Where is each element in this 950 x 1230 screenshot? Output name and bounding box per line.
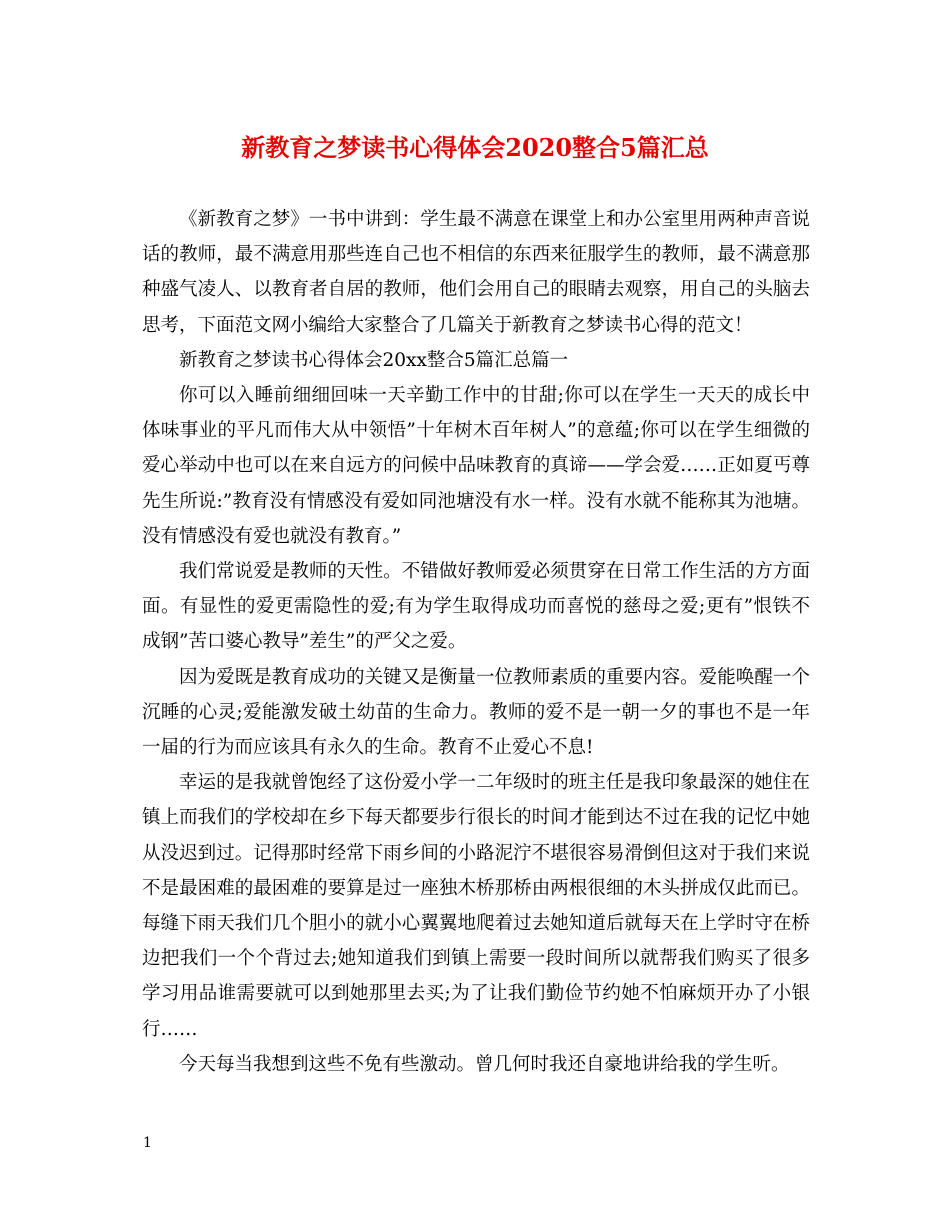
paragraph-intro: 《新教育之梦》一书中讲到：学生最不满意在课堂上和办公室里用两种声音说话的教师，最不满意用那些连自己也不相信的东西来征服学生的教师，最不满意那种盛气凌人、以教育者自居的教师，他们会用自己的眼睛去观察，用自己的头脑去思考，下面范文网小编给大家整合了几篇关于新教育之梦读书心得的范文！ (142, 209, 810, 336)
paragraph-2: 我们常说爱是教师的天性。不错做好教师爱必须贯穿在日常工作生活的方方面面。有显性的爱更需隐性的爱;有为学生取得成功而喜悦的慈母之爱;更有”恨铁不成钢”苦口婆心教导”差生”的严父之爱。 (142, 561, 810, 653)
paragraph-4: 幸运的是我就曾饱经了这份爱小学一二年级时的班主任是我印象最深的她住在镇上而我们的学校却在乡下每天都要步行很长的时间才能到达不过在我的记忆中她从没迟到过。记得那时经常下雨乡间的小路泥泞不堪很容易滑倒但这对于我们来说不是最困难的最困难的要算是过一座独木桥那桥由两根很细的木头拼成仅此而已。每缝下雨天我们几个胆小的就小心翼翼地爬着过去她知道后就每天在上学时守在桥边把我们一个个背过去;她知道我们到镇上需要一段时间所以就帮我们购买了很多学习用品谁需要就可以到她那里去买;为了让我们勤俭节约她不怕麻烦开办了小银行…… (142, 772, 810, 1040)
paragraph-3: 因为爱既是教育成功的关键又是衡量一位教师素质的重要内容。爱能唤醒一个沉睡的心灵;爱能激发破土幼苗的生命力。教师的爱不是一朝一夕的事也不是一年一届的行为而应该具有永久的生命。教育不止爱心不息! (142, 666, 810, 759)
document-body (142, 202, 810, 1082)
paragraph-1: 你可以入睡前细细回味一天辛勤工作中的甘甜;你可以在学生一天天的成长中体味事业的平凡而伟大从中领悟”十年树木百年树人”的意蕴;你可以在学生细微的爱心举动中也可以在来自远方的问候中品味教育的真谛——学会爱……正如夏丐尊先生所说:”教育没有情感没有爱如同池塘没有水一样。没有水就不能称其为池塘。没有情感没有爱也就没有教育。” (142, 385, 810, 547)
page-number: 1 (143, 1135, 152, 1151)
document-title: 新教育之梦读书心得体会2020整合5篇汇总 (241, 133, 709, 162)
paragraph-section-heading: 新教育之梦读书心得体会20xx整合5篇汇总篇一 (179, 349, 569, 371)
paragraph-5: 今天每当我想到这些不免有些激动。曾几何时我还自豪地讲给我的学生听。 (179, 1053, 790, 1075)
